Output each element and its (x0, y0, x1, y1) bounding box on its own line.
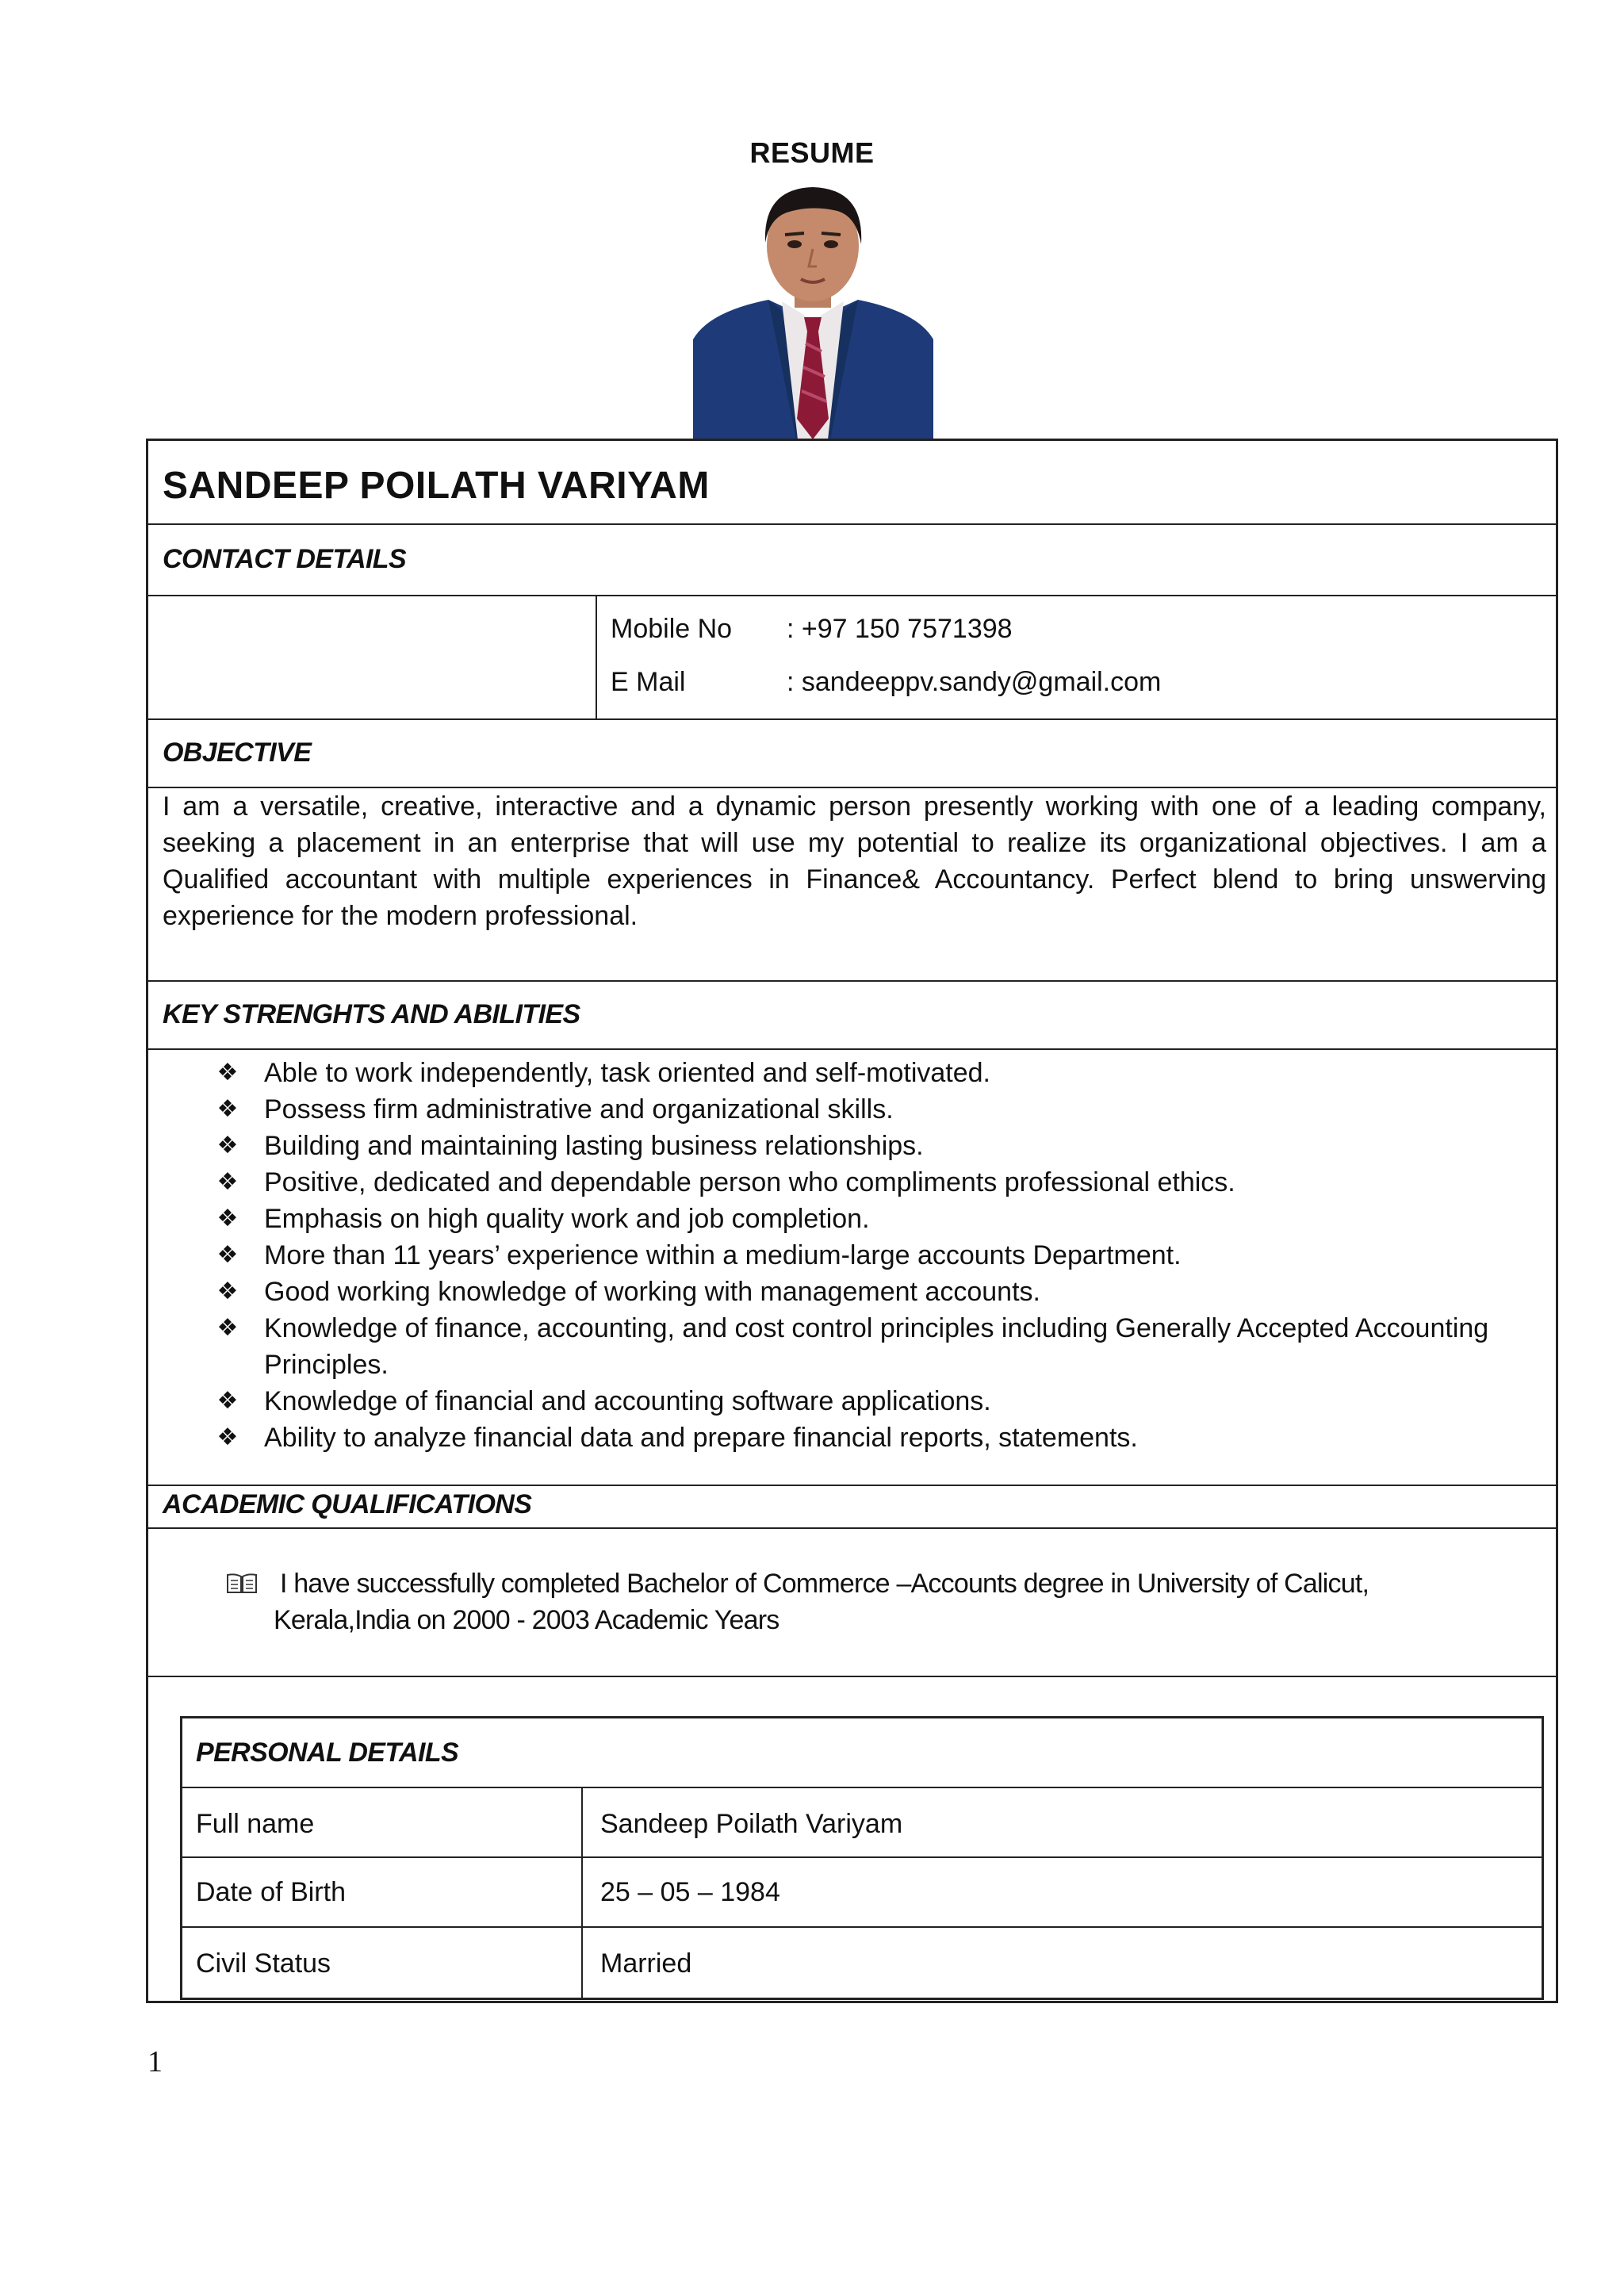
list-item: ❖ Able to work independently, task oriented and self-motivated. (212, 1055, 1544, 1091)
mobile-label: Mobile No (611, 614, 733, 644)
book-icon (226, 1572, 258, 1596)
bullet-icon: ❖ (216, 1205, 239, 1232)
personal-value-dob: 25 – 05 – 1984 (600, 1877, 780, 1907)
strengths-heading: KEY STRENGHTS AND ABILITIES (163, 999, 580, 1029)
bullet-icon: ❖ (216, 1096, 239, 1122)
mobile-value: : +97 150 7571398 (787, 614, 1013, 644)
list-item: ❖ Knowledge of financial and accounting software applications. (212, 1383, 1544, 1420)
contact-column-divider (596, 595, 597, 718)
personal-details-table (180, 1716, 1544, 2000)
divider (148, 595, 1556, 596)
personal-value-full-name: Sandeep Poilath Variyam (600, 1809, 903, 1839)
table-divider (182, 1856, 1542, 1858)
contact-details-heading: CONTACT DETAILS (163, 544, 407, 574)
personal-label-dob: Date of Birth (196, 1877, 346, 1907)
resume-frame (146, 439, 1558, 2003)
divider (148, 718, 1556, 720)
objective-text: I am a versatile, creative, interactive and a dynamic person presently working with one of a leading company, seeking a placement in an enterprise that will use my potential to realize its organizational objectives. I am a Qualified accountant with multiple experiences in Finance& Accountancy. Perfect blend to bring unswerving experience for the modern professional. (163, 791, 1546, 931)
list-item: ❖ Emphasis on high quality work and job completion. (212, 1201, 1544, 1237)
bullet-icon: ❖ (216, 1132, 239, 1159)
personal-label-civil-status: Civil Status (196, 1948, 331, 1979)
email-value[interactable]: : sandeeppv.sandy@gmail.com (787, 667, 1162, 697)
list-item: ❖ Building and maintaining lasting business relationships. (212, 1128, 1544, 1164)
page-title: RESUME (749, 136, 875, 169)
academic-heading: ACADEMIC QUALIFICATIONS (163, 1489, 532, 1519)
bullet-icon: ❖ (216, 1278, 239, 1305)
email-label: E Mail (611, 667, 686, 697)
list-item: ❖ Possess firm administrative and organizational skills. (212, 1091, 1544, 1128)
personal-value-civil-status: Married (600, 1948, 692, 1979)
academic-entry (236, 1565, 1520, 1638)
list-item: ❖ Good working knowledge of working with management accounts. (212, 1274, 1544, 1310)
objective-heading: OBJECTIVE (163, 738, 312, 768)
profile-photo (693, 181, 933, 439)
academic-text-line-2: Kerala,India on 2000 - 2003 Academic Years (274, 1605, 779, 1635)
bullet-icon: ❖ (216, 1169, 239, 1195)
bullet-icon: ❖ (216, 1388, 239, 1414)
list-item: ❖ Ability to analyze financial data and prepare financial reports, statements. (212, 1420, 1544, 1456)
strengths-list (212, 1055, 1544, 1456)
table-divider (182, 1787, 1542, 1788)
bullet-icon: ❖ (216, 1242, 239, 1268)
divider (148, 523, 1556, 525)
divider (148, 980, 1556, 982)
personal-label-full-name: Full name (196, 1809, 315, 1839)
divider (148, 1676, 1556, 1677)
bullet-icon: ❖ (216, 1059, 239, 1086)
personal-details-heading: PERSONAL DETAILS (196, 1738, 459, 1768)
table-divider (182, 1926, 1542, 1928)
list-item: ❖ More than 11 years’ experience within a medium-large accounts Department. (212, 1237, 1544, 1274)
table-column-divider (581, 1787, 583, 1998)
divider (148, 1527, 1556, 1529)
divider (148, 1048, 1556, 1050)
list-item: ❖ Knowledge of finance, accounting, and cost control principles including Generally Accepted Accounting Principles. (212, 1310, 1544, 1383)
list-item: ❖ Positive, dedicated and dependable person who compliments professional ethics. (212, 1164, 1544, 1201)
bullet-icon: ❖ (216, 1424, 239, 1450)
bullet-icon: ❖ (216, 1315, 239, 1341)
candidate-name: SANDEEP POILATH VARIYAM (163, 465, 710, 507)
academic-text-line-1: I have successfully completed Bachelor of Commerce –Accounts degree in University of Calicut, (280, 1569, 1369, 1599)
page-number: 1 (147, 2045, 163, 2079)
